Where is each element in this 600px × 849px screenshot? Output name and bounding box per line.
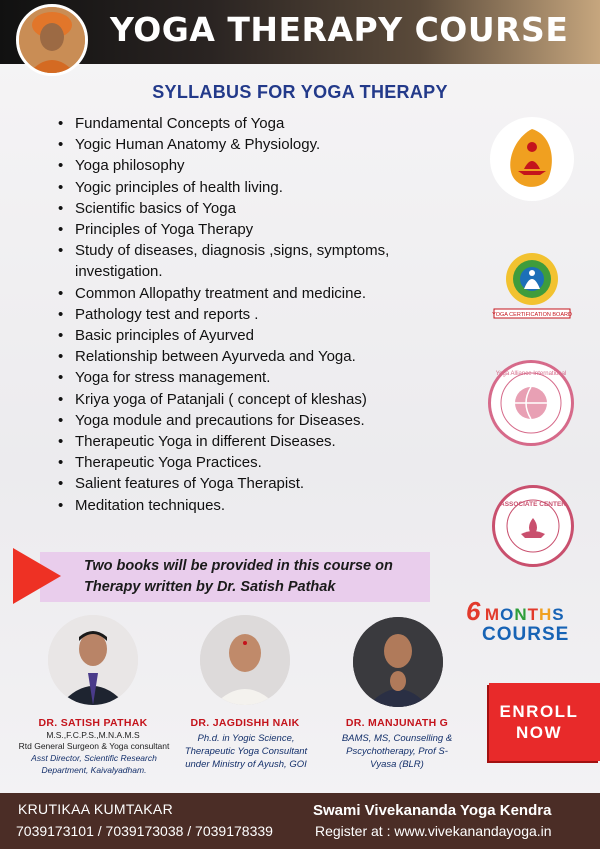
avatar — [48, 615, 138, 705]
duration-letter: T — [527, 605, 539, 624]
list-item: • Fundamental Concepts of Yoga — [58, 113, 438, 134]
duration-letter: H — [539, 605, 553, 624]
doctor-desc: Ph.d. in Yogic Science, Therapeutic Yoga Consultant under Ministry of Ayush, GOI — [184, 733, 308, 770]
duration-letter: N — [514, 605, 528, 624]
syllabus-list — [58, 113, 438, 516]
list-item: • Yogic principles of health living. — [58, 177, 438, 198]
books-line-1: Two books will be provided in this course on — [84, 558, 393, 574]
associate-badge-text: ASSOCIATE CENTER — [500, 501, 566, 508]
list-item: • Therapeutic Yoga in different Diseases. — [58, 431, 438, 452]
enroll-line-2: NOW — [515, 723, 563, 742]
duration-letter: S — [552, 605, 565, 624]
list-item: • Yoga module and precautions for Diseases. — [58, 410, 438, 431]
duration-number: 6 — [466, 596, 481, 626]
meditation-leaf-icon — [490, 117, 574, 201]
list-item: • Basic principles of Ayurved — [58, 325, 438, 346]
contact-name: KRUTIKAA KUMTAKAR — [18, 801, 173, 817]
duration-letter: O — [500, 605, 515, 624]
list-item: • Salient features of Yoga Therapist. — [58, 473, 438, 494]
doctor-name: DR. JAGDISHH NAIK — [190, 717, 300, 729]
list-item: • Study of diseases, diagnosis ,signs, symptoms, investigation. — [58, 240, 438, 282]
list-item: • Yoga for stress management. — [58, 367, 438, 388]
syllabus-title: SYLLABUS FOR YOGA THERAPY — [152, 82, 448, 102]
list-item: • Pathology test and reports . — [58, 304, 438, 325]
books-line-2: Therapy written by Dr. Satish Pathak — [84, 579, 336, 595]
duration-months — [466, 596, 565, 627]
swami-portrait-icon — [16, 4, 88, 76]
enroll-button[interactable] — [489, 683, 600, 761]
register-link[interactable]: Register at : www.vivekanandayoga.in — [315, 823, 552, 839]
red-arrow-icon — [13, 548, 61, 604]
contact-phones[interactable]: 7039173101 / 7039173038 / 7039178339 — [16, 823, 273, 839]
certification-board-icon — [486, 235, 578, 327]
list-item: • Scientific basics of Yoga — [58, 198, 438, 219]
page-title: YOGA THERAPY COURSE — [110, 10, 569, 49]
list-item: • Yoga philosophy — [58, 155, 438, 176]
list-item: • Common Allopathy treatment and medicine. — [58, 283, 438, 304]
duration-word — [485, 605, 565, 624]
doctor-desc: BAMS, MS, Counselling & Pscychotherapy, Prof S- Vyasa (BLR) — [341, 733, 453, 770]
doctor-desc: Asst Director, Scientific Research Department, Kaivalyadham. — [31, 753, 157, 775]
doctor-role: Rtd General Surgeon & Yoga consultant — [18, 741, 170, 751]
alliance-globe-icon — [488, 360, 574, 446]
duration-letter: M — [484, 605, 501, 624]
board-badge-text: YOGA CERTIFICATION BOARD — [492, 312, 572, 318]
enroll-line-1: ENROLL — [499, 702, 579, 721]
doctor-name: DR. MANJUNATH G — [345, 717, 449, 729]
organization-name: Swami Vivekananda Yoga Kendra — [313, 802, 552, 819]
avatar — [200, 615, 290, 705]
doctor-name: DR. SATISH PATHAK — [38, 717, 148, 729]
alliance-badge-text: Yoga Alliance International — [495, 371, 567, 377]
associate-center-icon — [492, 485, 574, 567]
list-item: • Yogic Human Anatomy & Physiology. — [58, 134, 438, 155]
duration-course: COURSE — [482, 624, 570, 645]
list-item: • Therapeutic Yoga Practices. — [58, 452, 438, 473]
books-text — [84, 556, 424, 598]
doctor-degrees: M.S.,F.C.P.S.,M.N.A.M.S — [46, 730, 140, 740]
list-item: • Kriya yoga of Patanjali ( concept of kleshas) — [58, 389, 438, 410]
list-item: • Meditation techniques. — [58, 495, 438, 516]
list-item: • Principles of Yoga Therapy — [58, 219, 438, 240]
avatar — [353, 617, 443, 707]
list-item: • Relationship between Ayurveda and Yoga. — [58, 346, 438, 367]
